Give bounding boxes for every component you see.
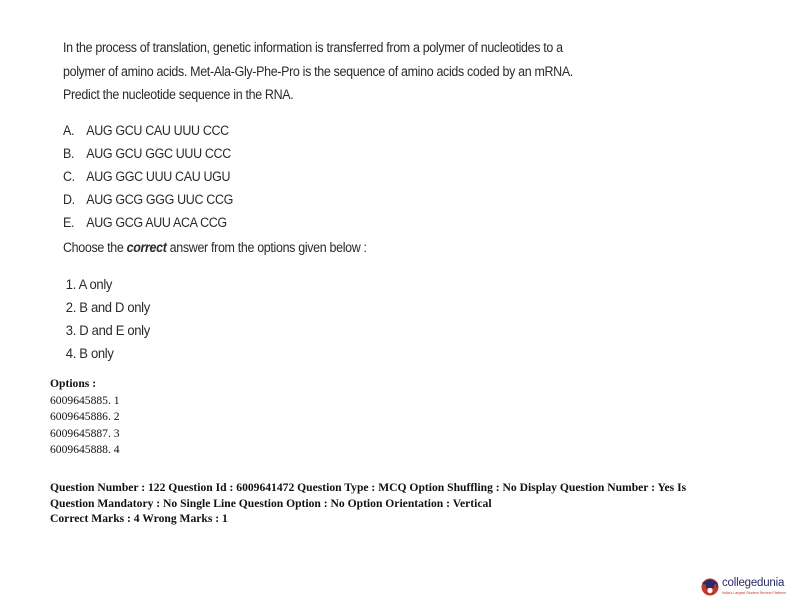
choice-text: AUG GCU CAU UUU CCC	[86, 122, 229, 138]
option-id-row: 6009645888. 4	[50, 443, 120, 456]
choice-e	[63, 211, 714, 234]
choice-letter: B.	[63, 145, 75, 161]
choice-letter: C.	[63, 168, 75, 184]
options-section	[50, 376, 120, 459]
metadata-line: Correct Marks : 4 Wrong Marks : 1	[50, 512, 228, 525]
question-line: polymer of amino acids. Met-Ala-Gly-Phe-Pro is the sequence of amino acids coded by an mRNA.	[63, 63, 573, 79]
choice-letter: A.	[63, 122, 75, 138]
answer-list	[63, 273, 714, 366]
option-id-row: 6009645887. 3	[50, 426, 120, 440]
metadata-line: Question Mandatory : No Single Line Question Option : No Option Orientation : Vertical	[50, 496, 492, 510]
graduation-cap-icon	[700, 576, 720, 596]
choice-text: AUG GCU GGC UUU CCC	[86, 145, 231, 161]
metadata-line: Question Number : 122 Question Id : 6009641472 Question Type : MCQ Option Shuffling : No Display Question Number : Yes Is	[50, 481, 687, 494]
choice-d	[63, 188, 714, 211]
logo-brand-text: collegedunia	[722, 577, 785, 589]
question-line: Predict the nucleotide sequence in the RNA.	[63, 87, 294, 102]
options-title: Options :	[50, 377, 97, 390]
answer-option-1: 1. A only	[65, 275, 113, 292]
option-id-row: 6009645885. 1	[50, 393, 120, 407]
choice-list	[63, 119, 714, 235]
instruction-suffix: answer from the options given below :	[166, 239, 367, 255]
question-metadata	[50, 480, 740, 527]
choice-letter: E.	[63, 215, 75, 231]
logo-tagline: India's Largest Student Review Platform	[722, 591, 786, 595]
choice-c	[63, 165, 714, 188]
choice-b	[63, 142, 714, 165]
choice-letter: D.	[63, 192, 75, 208]
answer-option-4: 4. B only	[65, 345, 114, 362]
answer-option-3: 3. D and E only	[65, 322, 150, 339]
instruction-emphasis: correct	[126, 239, 167, 255]
question-block	[63, 36, 714, 366]
collegedunia-logo	[700, 574, 792, 600]
instruction-prefix: Choose the	[63, 239, 127, 255]
instruction-text	[63, 236, 714, 259]
choice-a	[63, 119, 714, 142]
choice-text: AUG GGC UUU CAU UGU	[86, 168, 231, 184]
choice-text: AUG GCG AUU ACA CCG	[86, 215, 227, 231]
answer-option-2: 2. B and D only	[65, 298, 150, 315]
option-id-row: 6009645886. 2	[50, 410, 120, 423]
choice-text: AUG GCG GGG UUC CCG	[86, 192, 233, 208]
question-line: In the process of translation, genetic information is transferred from a polymer of nucleotides to a	[63, 40, 563, 55]
question-text	[63, 36, 714, 107]
